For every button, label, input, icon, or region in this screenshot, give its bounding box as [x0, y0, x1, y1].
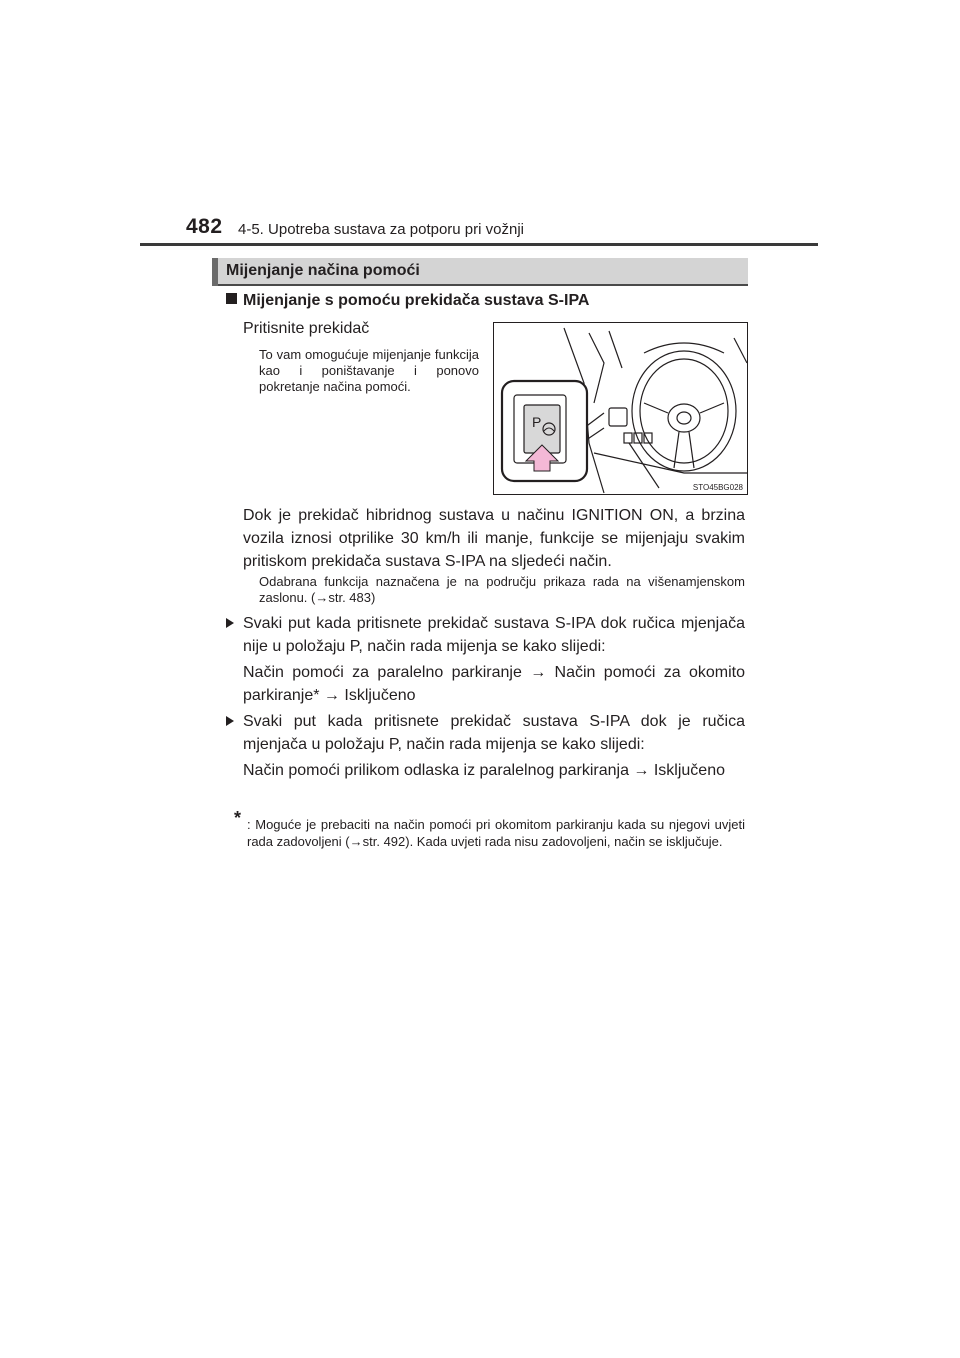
figure-code: STO45BG028: [692, 483, 743, 492]
bullet-text-not-p: Svaki put kada pritisnete prekidač sustava S-IPA dok ručica mjenjača nije u položaju P, način rada mijenja se kako slijedi:: [243, 615, 745, 655]
chapter-title: 4-5. Upotreba sustava za potporu pri vožnji: [238, 221, 524, 238]
bullet-text-p: Svaki put kada pritisnete prekidač sustava S-IPA dok je ručica mjenjača u položaju P, način rada mijenja se kako slijedi:: [243, 713, 745, 753]
footnote-mark: *: [234, 808, 242, 828]
sequence-not-p: Način pomoći za paralelno parkiranje → Način pomoći za okomito parkiranje* → Isključeno: [243, 664, 745, 704]
sequence-p: Način pomoći prilikom odlaska iz paralelnog parkiranja → Isključeno: [243, 762, 725, 779]
bullet-item-not-p: [243, 612, 745, 658]
page-number: 482: [186, 215, 223, 238]
bullet-item-p: [243, 710, 745, 756]
sub-heading-text: Mijenjanje s pomoću prekidača sustava S-IPA: [243, 292, 590, 309]
instruction-lead: Pritisnite prekidač: [243, 320, 370, 337]
section-accent: [212, 258, 218, 286]
square-bullet-icon: [226, 293, 237, 304]
section-heading-bar: [212, 258, 748, 286]
switch-illustration: [493, 322, 748, 495]
switch-letter: P: [532, 414, 542, 430]
paragraph-ignition: Dok je prekidač hibridnog sustava u načinu IGNITION ON, a brzina vozila iznosi otprilike 30 km/h ili manje, funkcije se mijenjaju svakim pritiskom prekidača sustava S-IPA na sljedeći način.: [243, 507, 745, 570]
triangle-bullet-icon: [226, 618, 234, 628]
section-title: Mijenjanje načina pomoći: [226, 262, 420, 279]
paragraph-display-note: Odabrana funkcija naznačena je na području prikaza rada na višenamjenskom zaslonu. (→str. 483): [259, 574, 745, 605]
footnote-text: : Moguće je prebaciti na način pomoći pri okomitom parkiranju kada su njegovi uvjeti rada zadovoljeni (→str. 492). Kada uvjeti rada nisu zadovoljeni, način se isključuje.: [247, 817, 745, 849]
header-divider: [140, 243, 818, 246]
triangle-bullet-icon: [226, 716, 234, 726]
steering-wheel-illustration: [494, 323, 747, 494]
sub-heading: [226, 292, 589, 310]
instruction-note: To vam omogućuje mijenjanje funkcija kao i poništavanje i ponovo pokretanje načina pomoći.: [259, 347, 479, 394]
